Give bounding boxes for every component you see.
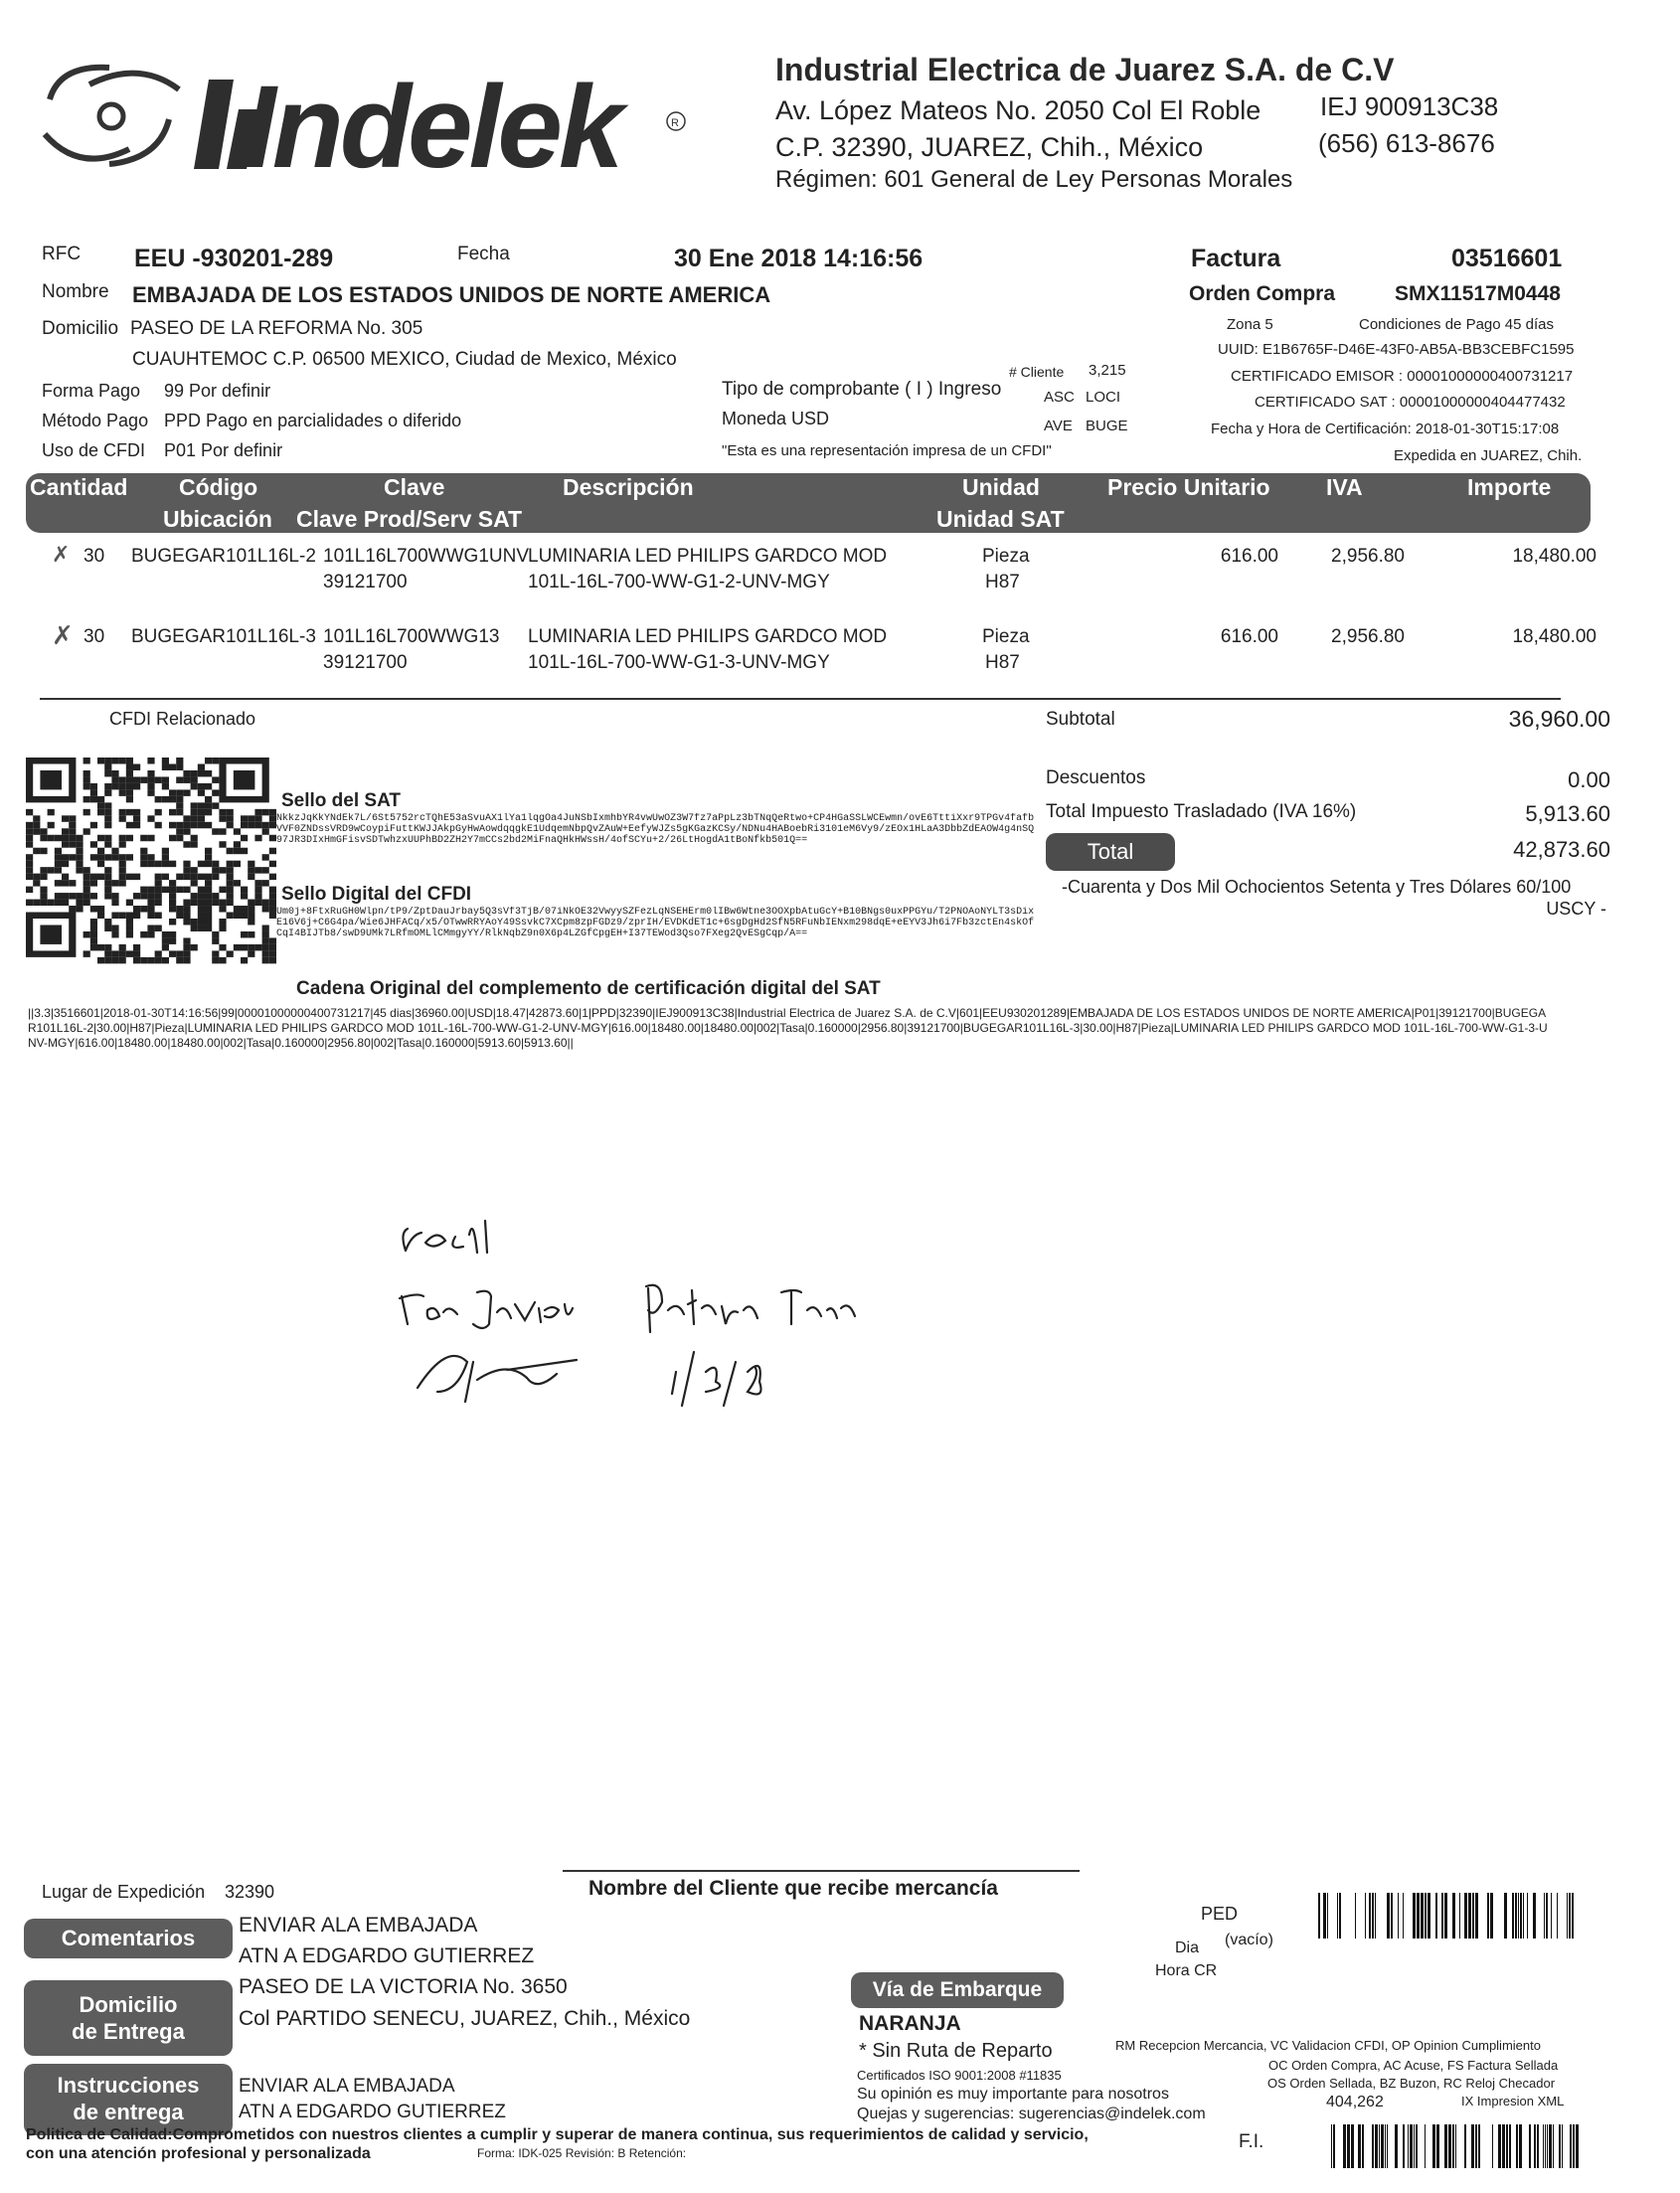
col-clave: Clave bbox=[384, 474, 445, 500]
subtotal-value: 36,960.00 bbox=[1508, 706, 1610, 732]
cell-unidad: Pieza bbox=[982, 626, 1030, 647]
instrucciones-label-1: Instrucciones bbox=[57, 2073, 200, 2098]
politica-calidad: Politica de Calidad:Comprometidos con nuestros clientes a cumplir y superar de manera continua, sus requerimientos de calidad y servicio, bbox=[26, 2126, 1089, 2143]
descuentos-value: 0.00 bbox=[1568, 767, 1610, 792]
ruta-reparto: * Sin Ruta de Reparto bbox=[859, 2040, 1053, 2062]
forma-pago-label: Forma Pago bbox=[42, 381, 141, 401]
cell-iva: 2,956.80 bbox=[1331, 626, 1405, 647]
col-importe: Importe bbox=[1467, 474, 1552, 500]
domicilio-label-2: de Entrega bbox=[72, 2019, 185, 2044]
sello-digital-label: Sello Digital del CFDI bbox=[281, 884, 472, 905]
legend-3: OS Orden Sellada, BZ Buzon, RC Reloj Checador bbox=[1267, 2076, 1556, 2091]
cell-descripcion: LUMINARIA LED PHILIPS GARDCO MOD bbox=[528, 626, 888, 647]
via-embarque: NARANJA bbox=[859, 2012, 961, 2035]
certificado-iso: Certificados ISO 9001:2008 #11835 bbox=[857, 2068, 1062, 2083]
company-regimen: Régimen: 601 General de Ley Personas Morales bbox=[775, 166, 1293, 193]
cell-clave-sat: 39121700 bbox=[323, 572, 408, 592]
qr-code bbox=[26, 758, 276, 986]
col-unidad-sat: Unidad SAT bbox=[936, 506, 1065, 532]
fecha-label: Fecha bbox=[457, 244, 510, 264]
vacio: (vacío) bbox=[1225, 1932, 1273, 1948]
col-clave-prod: Clave Prod/Serv SAT bbox=[296, 506, 523, 532]
col-iva: IVA bbox=[1326, 474, 1363, 500]
handwriting-image bbox=[378, 1193, 934, 1432]
lugar-value: 32390 bbox=[225, 1882, 275, 1902]
cell-clave-sat: 39121700 bbox=[323, 652, 408, 673]
cell-iva: 2,956.80 bbox=[1331, 546, 1405, 567]
instrucciones-1: ENVIAR ALA EMBAJADA bbox=[239, 2076, 455, 2097]
cliente-domicilio2: CUAUHTEMOC C.P. 06500 MEXICO, Ciudad de Mexico, México bbox=[132, 349, 677, 370]
comentarios-2: ATN A EDGARDO GUTIERREZ bbox=[239, 1944, 535, 1967]
nombre-label: Nombre bbox=[42, 281, 109, 302]
barcode-top bbox=[1314, 1893, 1575, 1939]
factura-label: Factura bbox=[1191, 245, 1281, 272]
comentarios-label: Comentarios bbox=[24, 1919, 233, 1958]
expedida-en: Expedida en JUAREZ, Chih. bbox=[1394, 447, 1583, 464]
lugar-label: Lugar de Expedición bbox=[42, 1882, 206, 1902]
impuesto-value: 5,913.60 bbox=[1525, 801, 1610, 826]
instrucciones-label-2: de entrega bbox=[73, 2100, 184, 2124]
cell-precio: 616.00 bbox=[1220, 626, 1278, 647]
col-codigo: Código bbox=[179, 474, 258, 500]
asc-label: ASC bbox=[1044, 389, 1075, 406]
swirl-logo-icon bbox=[20, 40, 696, 189]
moneda: Moneda USD bbox=[722, 409, 830, 428]
company-logo bbox=[20, 40, 696, 189]
total-value: 42,873.60 bbox=[1513, 837, 1610, 862]
check-mark-icon: ✗ bbox=[52, 620, 74, 650]
certificado-emisor: CERTIFICADO EMISOR : 00001000000400731217 bbox=[1231, 368, 1574, 385]
cell-cantidad: 30 bbox=[84, 626, 105, 647]
zona: Zona 5 bbox=[1227, 316, 1273, 333]
company-rfc: IEJ 900913C38 bbox=[1320, 91, 1499, 121]
barcode-bottom bbox=[1328, 2124, 1579, 2168]
domicilio-entrega-1: PASEO DE LA VICTORIA No. 3650 bbox=[239, 1975, 568, 1998]
uuid: UUID: E1B6765F-D46E-43F0-AB5A-BB3CEBFC1595 bbox=[1218, 341, 1575, 358]
legend-2: OC Orden Compra, AC Acuse, FS Factura Sellada bbox=[1268, 2058, 1559, 2073]
company-address2: C.P. 32390, JUAREZ, Chih., México bbox=[775, 132, 1204, 162]
cell-importe: 18,480.00 bbox=[1512, 626, 1596, 647]
uso-cfdi-label: Uso de CFDI bbox=[42, 440, 146, 460]
instrucciones-2: ATN A EDGARDO GUTIERREZ bbox=[239, 2102, 506, 2122]
legend-number: 404,262 bbox=[1326, 2094, 1384, 2110]
certificado-sat: CERTIFICADO SAT : 00001000000404477432 bbox=[1255, 394, 1566, 411]
uso-cfdi: P01 Por definir bbox=[164, 440, 283, 460]
cadena-label: Cadena Original del complemento de certificación digital del SAT bbox=[296, 978, 881, 999]
cell-codigo: BUGEGAR101L16L-2 bbox=[131, 546, 316, 567]
factura-number: 03516601 bbox=[1451, 245, 1563, 272]
hora-label: Hora CR bbox=[1155, 1962, 1218, 1979]
cliente-nombre: EMBAJADA DE LOS ESTADOS UNIDOS DE NORTE AMERICA bbox=[132, 282, 771, 307]
via-embarque-label: Vía de Embarque bbox=[851, 1972, 1064, 2008]
sello-sat: NkkzJqKkYNdEk7L/6St5752rcTQhE53aSvuAX1lYa1lqgOa4JuNSbIxmhbYR4vwUwOZ3W7fz7aPpLz3bTNqQeRtwo+CP4HGaSSLWCEwmn/ovE6TttiXxr9TPGv4fafbVVF0ZNDssVRD9wCoypiFuttKWJJAkpGyHwAowdqqgkE1UdqemNbpQvZAuW+EefyWJZs5gKGazKCSy/NDNu4HABoebRi3101eM6Vy9/zEOx1HLaA3DbbZdEAOW4g4nSQ97JR3DIxHmGFisvSDTwhzxUUPhBD2ZH2Y7mCCs2bd2MiFnaQHkHWssH/4ofSCYu+2/26LtHogdA1tBoNfkb501Q== bbox=[276, 813, 1035, 846]
cell-descripcion: LUMINARIA LED PHILIPS GARDCO MOD bbox=[528, 546, 888, 567]
domicilio-label-1: Domicilio bbox=[79, 1992, 178, 2017]
total-label: Total bbox=[1046, 833, 1175, 871]
metodo-pago: PPD Pago en parcialidades o diferido bbox=[164, 411, 462, 430]
cliente-num: 3,215 bbox=[1089, 362, 1126, 379]
condiciones-pago: Condiciones de Pago 45 días bbox=[1359, 316, 1554, 333]
cliente-domicilio: PASEO DE LA REFORMA No. 305 bbox=[130, 318, 423, 339]
subtotal-label: Subtotal bbox=[1046, 709, 1115, 730]
firma-line bbox=[563, 1870, 1080, 1872]
company-address1: Av. López Mateos No. 2050 Col El Roble bbox=[775, 95, 1261, 125]
ave-value: BUGE bbox=[1086, 418, 1128, 434]
cell-unidad: Pieza bbox=[982, 546, 1030, 567]
quejas-email[interactable]: Quejas y sugerencias: sugerencias@indelek.com bbox=[857, 2106, 1206, 2122]
impuesto-label: Total Impuesto Trasladado (IVA 16%) bbox=[1046, 801, 1357, 822]
opinion-text: Su opinión es muy importante para nosotros bbox=[857, 2086, 1169, 2103]
cell-descripcion2: 101L-16L-700-WW-G1-3-UNV-MGY bbox=[528, 652, 830, 673]
company-phone: (656) 613-8676 bbox=[1318, 128, 1495, 158]
cfdi-relacionado: CFDI Relacionado bbox=[109, 709, 256, 729]
domicilio-entrega-label bbox=[24, 1980, 233, 2056]
legend-1: RM Recepcion Mercancia, VC Validacion CFDI, OP Opinion Cumplimiento bbox=[1115, 2038, 1541, 2053]
cell-cantidad: 30 bbox=[84, 546, 105, 567]
orden-label: Orden Compra bbox=[1189, 282, 1336, 305]
col-descripcion: Descripción bbox=[563, 474, 694, 500]
total-moneda: USCY - bbox=[1546, 899, 1606, 919]
politica-calidad-2: con una atención profesional y personalizada bbox=[26, 2145, 371, 2162]
dia-label: Dia bbox=[1175, 1940, 1200, 1956]
tipo-comprobante: Tipo de comprobante ( I ) Ingreso bbox=[722, 379, 1002, 400]
cell-unidad-sat: H87 bbox=[985, 652, 1020, 673]
cell-codigo: BUGEGAR101L16L-3 bbox=[131, 626, 316, 647]
fecha-value: 30 Ene 2018 14:16:56 bbox=[674, 245, 924, 272]
company-name: Industrial Electrica de Juarez S.A. de C.V bbox=[775, 52, 1395, 87]
domicilio-entrega-2: Col PARTIDO SENECU, JUAREZ, Chih., México bbox=[239, 2007, 691, 2030]
col-cantidad: Cantidad bbox=[30, 474, 128, 500]
logo-text: Indelek bbox=[244, 62, 620, 189]
descuentos-label: Descuentos bbox=[1046, 767, 1146, 788]
nombre-cliente-recibe: Nombre del Cliente que recibe mercancía bbox=[588, 1877, 998, 1900]
cliente-num-label: # Cliente bbox=[1009, 364, 1065, 380]
col-unidad: Unidad bbox=[962, 474, 1040, 500]
cell-clave: 101L16L700WWG13 bbox=[323, 626, 500, 647]
ave-label: AVE bbox=[1044, 418, 1073, 434]
fi-label: F.I. bbox=[1239, 2131, 1264, 2152]
metodo-pago-label: Método Pago bbox=[42, 411, 149, 430]
representacion-impresa: "Esta es una representación impresa de un CFDI" bbox=[722, 442, 1052, 459]
sello-digital: Um0j+8FtxRuGH0Wlpn/tP9/ZptDauJrbay5Q3sVf3TjB/07iNkOE32VwyySZFezLqNSEHErm0lIBw6Wtne3OOXpbAtuGcY+B10BNgs0uxPPGYu/T2PNOAoNYLT3sDixE16V6j+C6G4pa/Wie6JHFACq/x5/OTwwRRYAoY49SsvkC7XCpm8zpFGDz9/zprIH/EVDKdET1c+6sgDgHd2SfN5RFuNbIENxm298dqE+eEYV3Jh6i7Fb3zctEn4skOfCqI4BIJTb8/swD9UMk7LRfmOMLlCMmgyYY/RlkNqbZ9n0X6p4LZGfCpgEH+I37TEWod3Qso7FXeg2QvESgCqp/A== bbox=[276, 907, 1035, 939]
ped-label: PED bbox=[1201, 1904, 1239, 1924]
cell-precio: 616.00 bbox=[1220, 546, 1278, 567]
cell-importe: 18,480.00 bbox=[1512, 546, 1596, 567]
divider bbox=[40, 698, 1561, 700]
fecha-certificacion: Fecha y Hora de Certificación: 2018-01-30T15:17:08 bbox=[1211, 421, 1560, 437]
instrucciones-label bbox=[24, 2064, 233, 2135]
legend-4: IX Impresion XML bbox=[1461, 2094, 1565, 2109]
cell-descripcion2: 101L-16L-700-WW-G1-2-UNV-MGY bbox=[528, 572, 830, 592]
comentarios-1: ENVIAR ALA EMBAJADA bbox=[239, 1914, 478, 1937]
asc-value: LOCI bbox=[1086, 389, 1121, 406]
orden-compra: SMX11517M0448 bbox=[1395, 282, 1561, 305]
col-ubicacion: Ubicación bbox=[163, 506, 272, 532]
cadena-original: ||3.3|3516601|2018-01-30T14:16:56|99|00001000000400731217|45 dias|36960.00|USD|18.47|42873.60|1|PPD|32390|IEJ900913C38|Industrial Electrica de Juarez S.A. de C.V|601|EEU930201289|EMBAJADA DE LOS ESTADOS UNIDOS DE NORTE AMERICA|P01|39121700|BUGEGAR101L16L-2|30.00|H87|Pieza|LUMINARIA LED PHILIPS GARDCO MOD 101L-16L-700-WW-G1-2-UNV-MGY|616.00|18480.00|18480.00|002|Tasa|0.160000|2956.80|39121700|BUGEGAR101L16L-3|30.00|H87|Pieza|LUMINARIA LED PHILIPS GARDCO MOD 101L-16L-700-WW-G1-3-UNV-MGY|616.00|18480.00|18480.00|002|Tasa|0.160000|2956.80|002|Tasa|0.160000|5913.60|5913.60|| bbox=[28, 1006, 1548, 1050]
svg-text:R: R bbox=[671, 117, 679, 129]
check-mark-icon: ✗ bbox=[52, 542, 71, 567]
domicilio-label: Domicilio bbox=[42, 318, 119, 339]
rfc-value: EEU -930201-289 bbox=[134, 245, 334, 272]
cell-unidad-sat: H87 bbox=[985, 572, 1020, 592]
sello-sat-label: Sello del SAT bbox=[281, 790, 402, 811]
cell-clave: 101L16L700WWG1UNV bbox=[323, 546, 529, 567]
col-precio: Precio Unitario bbox=[1107, 474, 1270, 500]
forma-revision: Forma: IDK-025 Revisión: B Retención: bbox=[477, 2146, 687, 2160]
total-en-letra: -Cuarenta y Dos Mil Ochocientos Setenta y Tres Dólares 60/100 bbox=[1062, 877, 1572, 897]
rfc-label: RFC bbox=[42, 244, 82, 264]
forma-pago: 99 Por definir bbox=[164, 381, 271, 401]
